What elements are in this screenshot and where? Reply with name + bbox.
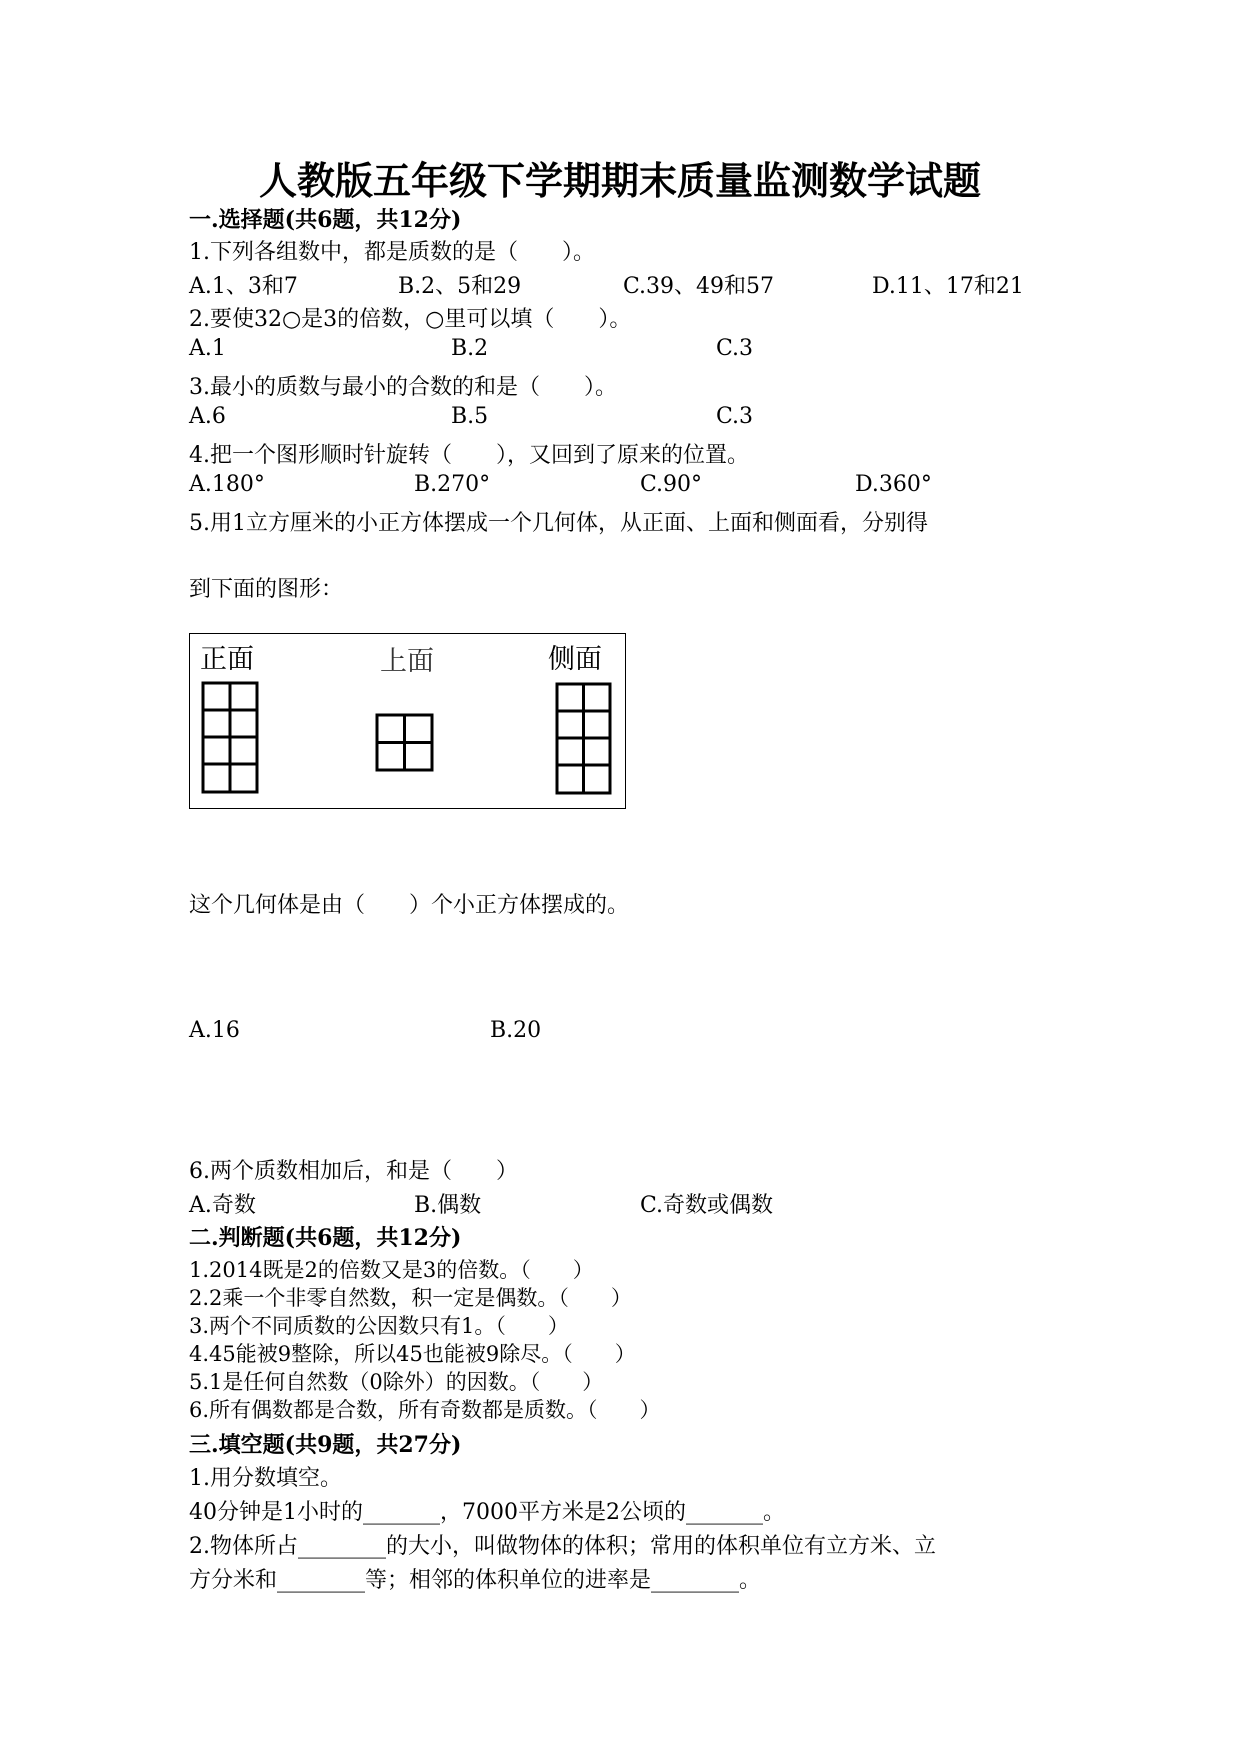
option: C.奇数或偶数: [640, 1193, 774, 1218]
option: A.奇数: [189, 1193, 256, 1218]
option: D.11、17和21: [872, 274, 1024, 299]
fill-question-1-line: 40分钟是1小时的_______，7000平方米是2公顷的_______。: [189, 1500, 785, 1525]
fill-question-2: 2.物体所占________的大小，叫做物体的体积；常用的体积单位有立方米、立: [189, 1534, 936, 1559]
option: A.1: [189, 336, 226, 361]
judgement-item: 3.两个不同质数的公因数只有1。（ ）: [189, 1314, 569, 1338]
option: B.偶数: [414, 1193, 482, 1218]
option: A.180°: [189, 472, 265, 497]
three-view-figure: [189, 633, 626, 809]
option: C.3: [716, 404, 754, 429]
fill-question-2-continued: 方分米和________等；相邻的体积单位的进率是________。: [189, 1568, 762, 1593]
section-heading-judgement: 二.判断题(共6题，共12分): [189, 1225, 462, 1251]
option: A.16: [189, 1018, 240, 1043]
judgement-item: 6.所有偶数都是合数，所有奇数都是质数。（ ）: [189, 1398, 661, 1422]
option: C.90°: [640, 472, 703, 497]
option: D.360°: [855, 472, 932, 497]
option: B.2: [451, 336, 489, 361]
figure-label-side: 侧面: [548, 644, 602, 675]
fill-question-1: 1.用分数填空。: [189, 1466, 342, 1491]
front-view-grid: [201, 681, 259, 794]
judgement-item: 1.2014既是2的倍数又是3的倍数。（ ）: [189, 1258, 594, 1282]
option: C.3: [716, 336, 754, 361]
judgement-item: 2.2乘一个非零自然数，积一定是偶数。（ ）: [189, 1286, 632, 1310]
question-1: 1.下列各组数中，都是质数的是（ ）。: [189, 240, 595, 265]
option: B.5: [451, 404, 489, 429]
option: A.6: [189, 404, 226, 429]
judgement-item: 5.1是任何自然数（0除外）的因数。（ ）: [189, 1370, 604, 1394]
question-2: 2.要使32○是3的倍数，○里可以填（ ）。: [189, 307, 632, 332]
question-5-continued: 到下面的图形：: [189, 577, 344, 602]
question-4: 4.把一个图形顺时针旋转（ ），又回到了原来的位置。: [189, 443, 749, 468]
side-view-grid: [555, 682, 612, 795]
judgement-item: 4.45能被9整除，所以45也能被9除尽。（ ）: [189, 1342, 636, 1366]
figure-label-front: 正面: [200, 644, 254, 675]
option: B.270°: [414, 472, 491, 497]
page-title: 人教版五年级下学期期末质量监测数学试题: [258, 158, 981, 203]
section-heading-choice: 一.选择题(共6题，共12分): [189, 207, 462, 233]
question-3: 3.最小的质数与最小的合数的和是（ ）。: [189, 375, 617, 400]
option: B.20: [490, 1018, 542, 1043]
option: B.2、5和29: [398, 274, 522, 299]
figure-label-top: 上面: [380, 646, 434, 677]
section-heading-fill-blank: 三.填空题(共9题，共27分): [189, 1432, 462, 1458]
question-6: 6.两个质数相加后，和是（ ）: [189, 1159, 518, 1184]
option: C.39、49和57: [623, 274, 775, 299]
option: A.1、3和7: [189, 274, 298, 299]
question-5: 5.用1立方厘米的小正方体摆成一个几何体，从正面、上面和侧面看，分别得: [189, 511, 928, 536]
question-5-prompt: 这个几何体是由（ ）个小正方体摆成的。: [189, 893, 630, 918]
top-view-grid: [375, 713, 435, 773]
